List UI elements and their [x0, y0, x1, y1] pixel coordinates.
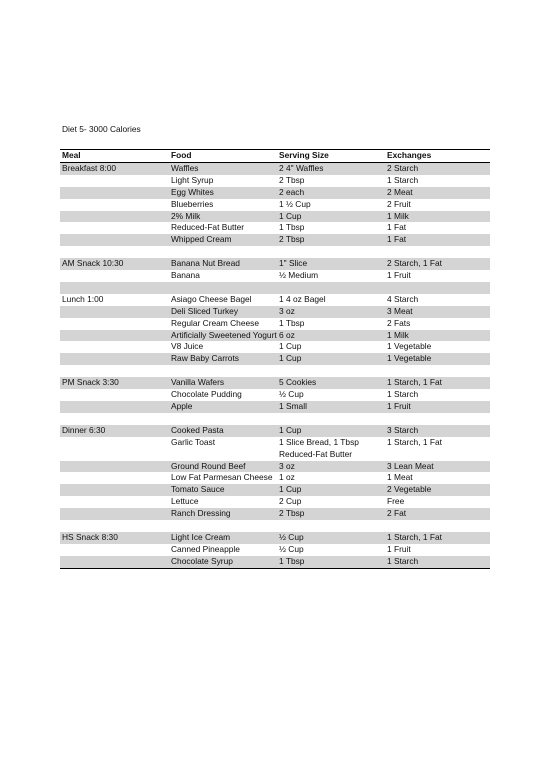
serving-size-cell: 5 Cookies — [277, 377, 385, 389]
serving-size-cell: 1 Small — [277, 401, 385, 413]
serving-size-cell: 1 Cup — [277, 211, 385, 223]
table-row — [60, 532, 490, 544]
meal-cell — [60, 472, 169, 484]
serving-size-cell: 2 Tbsp — [277, 508, 385, 520]
table-row — [60, 234, 490, 246]
header-meal: Meal — [62, 150, 81, 160]
serving-size-cell: 2 4" Waffles — [277, 162, 385, 174]
food-cell: Garlic Toast — [171, 436, 216, 447]
serving-size-cell: 2 Cup — [279, 496, 302, 507]
meal-cell: HS Snack 8:30 — [60, 532, 169, 544]
meal-cell — [60, 389, 169, 401]
spacer-cell — [60, 246, 490, 258]
header-serving-size: Serving Size — [279, 150, 329, 160]
table-row — [60, 211, 490, 223]
serving-size-cell: 1 Tbsp — [277, 556, 385, 568]
table-row — [60, 353, 490, 365]
meal-cell — [60, 437, 169, 461]
meal-cell — [60, 484, 169, 496]
table-row — [60, 496, 490, 508]
exchanges-cell: 2 Fruit — [387, 198, 411, 209]
food-cell: Apple — [169, 401, 277, 413]
serving-size-cell: ½ Cup — [277, 532, 385, 544]
table-spacer-row — [60, 246, 490, 258]
meal-cell — [60, 353, 169, 365]
food-cell: Banana — [171, 270, 200, 281]
meal-cell: Lunch 1:00 — [62, 293, 104, 304]
document-title: Diet 5- 3000 Calories — [62, 124, 141, 134]
food-cell: Cooked Pasta — [169, 425, 277, 437]
exchanges-cell: 1 Starch — [387, 389, 419, 400]
meal-cell — [60, 401, 169, 413]
food-cell: Reduced-Fat Butter — [171, 222, 245, 233]
exchanges-cell: 1 Meat — [387, 472, 413, 483]
serving-size-cell: 6 oz — [277, 330, 385, 342]
food-cell: Vanilla Wafers — [169, 377, 277, 389]
serving-size-cell: 2 Tbsp — [279, 174, 305, 185]
table-header-row — [60, 150, 490, 163]
table-row — [60, 330, 490, 342]
exchanges-cell: 1 Starch — [387, 174, 419, 185]
exchanges-cell: 2 Fat — [385, 508, 490, 520]
exchanges-cell: 1 Starch — [385, 556, 490, 568]
food-cell: Asiago Cheese Bagel — [171, 293, 252, 304]
meal-cell — [60, 461, 169, 473]
table-row — [60, 461, 490, 473]
serving-size-cell: ½ Medium — [279, 270, 319, 281]
meal-cell — [60, 175, 169, 187]
header-exchanges: Exchanges — [387, 150, 432, 160]
food-cell: Chocolate Syrup — [169, 556, 277, 568]
diet-table — [60, 149, 490, 569]
serving-size-cell: 1 4 oz Bagel — [279, 293, 326, 304]
exchanges-cell: 3 Starch — [385, 425, 490, 437]
spacer-cell — [60, 520, 490, 532]
serving-size-cell: 1 Slice Bread, 1 Tbsp Reduced-Fat Butter — [279, 436, 359, 459]
table-row — [60, 162, 490, 174]
table-row — [60, 258, 490, 270]
meal-cell — [60, 330, 169, 342]
food-cell: Raw Baby Carrots — [169, 353, 277, 365]
food-cell: Ground Round Beef — [169, 461, 277, 473]
table-spacer-row — [60, 520, 490, 532]
meal-cell — [60, 306, 169, 318]
food-cell: Banana Nut Bread — [169, 258, 277, 270]
exchanges-cell: 1 Starch, 1 Fat — [385, 532, 490, 544]
exchanges-cell: 3 Lean Meat — [385, 461, 490, 473]
food-cell: Chocolate Pudding — [171, 389, 242, 400]
serving-size-cell: 1 ½ Cup — [279, 198, 311, 209]
table-row — [60, 294, 490, 306]
food-cell: Whipped Cream — [169, 234, 277, 246]
exchanges-cell: 1 Vegetable — [385, 353, 490, 365]
food-cell: Lettuce — [171, 496, 199, 507]
meal-cell — [60, 496, 169, 508]
food-cell: Blueberries — [171, 198, 214, 209]
table-row — [60, 389, 490, 401]
exchanges-cell: 1 Milk — [385, 330, 490, 342]
food-cell: Low Fat Parmesan Cheese — [171, 472, 273, 483]
meal-cell: PM Snack 3:30 — [60, 377, 169, 389]
exchanges-cell: 2 Vegetable — [385, 484, 490, 496]
serving-size-cell: 1 Tbsp — [279, 222, 305, 233]
food-cell: V8 Juice — [171, 341, 204, 352]
exchanges-cell: 1 Fruit — [387, 270, 411, 281]
exchanges-cell: 2 Meat — [385, 187, 490, 199]
table-row — [60, 318, 490, 330]
spacer-cell — [60, 282, 490, 294]
table-row — [60, 484, 490, 496]
table-row — [60, 508, 490, 520]
food-cell: Light Ice Cream — [169, 532, 277, 544]
table-spacer-row — [60, 365, 490, 377]
exchanges-cell: Free — [387, 496, 405, 507]
exchanges-cell: 2 Starch, 1 Fat — [385, 258, 490, 270]
table-row — [60, 199, 490, 211]
serving-size-cell: 1 Cup — [279, 341, 302, 352]
meal-cell — [60, 211, 169, 223]
exchanges-cell: 1 Fat — [385, 234, 490, 246]
serving-size-cell: 1 Tbsp — [279, 317, 305, 328]
food-cell: Deli Sliced Turkey — [169, 306, 277, 318]
table-row — [60, 425, 490, 437]
meal-cell — [60, 508, 169, 520]
meal-cell: Breakfast 8:00 — [60, 162, 169, 174]
serving-size-cell: 1 Cup — [277, 353, 385, 365]
exchanges-cell: 1 Vegetable — [387, 341, 432, 352]
table-row — [60, 175, 490, 187]
table-row — [60, 437, 490, 461]
table-row — [60, 377, 490, 389]
exchanges-cell: 4 Starch — [387, 293, 419, 304]
table-row — [60, 472, 490, 484]
serving-size-cell: ½ Cup — [279, 543, 304, 554]
food-cell: Tomato Sauce — [169, 484, 277, 496]
meal-cell — [60, 556, 169, 568]
spacer-cell — [60, 365, 490, 377]
meal-cell — [60, 199, 169, 211]
table-row — [60, 222, 490, 234]
meal-cell — [60, 341, 169, 353]
table-spacer-row — [60, 413, 490, 425]
food-cell: Light Syrup — [171, 174, 214, 185]
serving-size-cell: ½ Cup — [279, 389, 304, 400]
meal-cell: Dinner 6:30 — [60, 425, 169, 437]
food-cell: Ranch Dressing — [169, 508, 277, 520]
table-row — [60, 341, 490, 353]
serving-size-cell: 1 oz — [279, 472, 295, 483]
food-cell: Regular Cream Cheese — [171, 317, 259, 328]
exchanges-cell: 2 Starch — [385, 162, 490, 174]
meal-cell — [60, 318, 169, 330]
serving-size-cell: 2 each — [277, 187, 385, 199]
table-row — [60, 556, 490, 568]
exchanges-cell: 1 Starch, 1 Fat — [387, 436, 442, 447]
meal-cell — [60, 234, 169, 246]
food-cell: Waffles — [169, 162, 277, 174]
exchanges-cell: 1 Fruit — [387, 543, 411, 554]
serving-size-cell: 1 Cup — [277, 484, 385, 496]
food-cell: 2% Milk — [169, 211, 277, 223]
serving-size-cell: 2 Tbsp — [277, 234, 385, 246]
meal-cell: AM Snack 10:30 — [60, 258, 169, 270]
exchanges-cell: 1 Milk — [385, 211, 490, 223]
table-row — [60, 401, 490, 413]
food-cell: Canned Pineapple — [171, 543, 240, 554]
meal-cell — [60, 544, 169, 556]
food-cell: Artificially Sweetened Yogurt — [171, 329, 277, 340]
table-row — [60, 270, 490, 282]
table-spacer-row — [60, 282, 490, 294]
meal-cell — [60, 222, 169, 234]
exchanges-cell: 1 Fruit — [385, 401, 490, 413]
serving-size-cell: 1" Slice — [277, 258, 385, 270]
food-cell: Egg Whites — [169, 187, 277, 199]
meal-cell — [60, 187, 169, 199]
table-row — [60, 187, 490, 199]
serving-size-cell: 3 oz — [277, 461, 385, 473]
serving-size-cell: 1 Cup — [277, 425, 385, 437]
header-food: Food — [171, 150, 192, 160]
exchanges-cell: 2 Fats — [387, 317, 411, 328]
meal-cell — [60, 270, 169, 282]
spacer-cell — [60, 413, 490, 425]
serving-size-cell: 3 oz — [277, 306, 385, 318]
exchanges-cell: 1 Starch, 1 Fat — [385, 377, 490, 389]
exchanges-cell: 1 Fat — [387, 222, 407, 233]
diet-table-body — [60, 162, 490, 568]
exchanges-cell: 3 Meat — [385, 306, 490, 318]
table-row — [60, 306, 490, 318]
table-row — [60, 544, 490, 556]
